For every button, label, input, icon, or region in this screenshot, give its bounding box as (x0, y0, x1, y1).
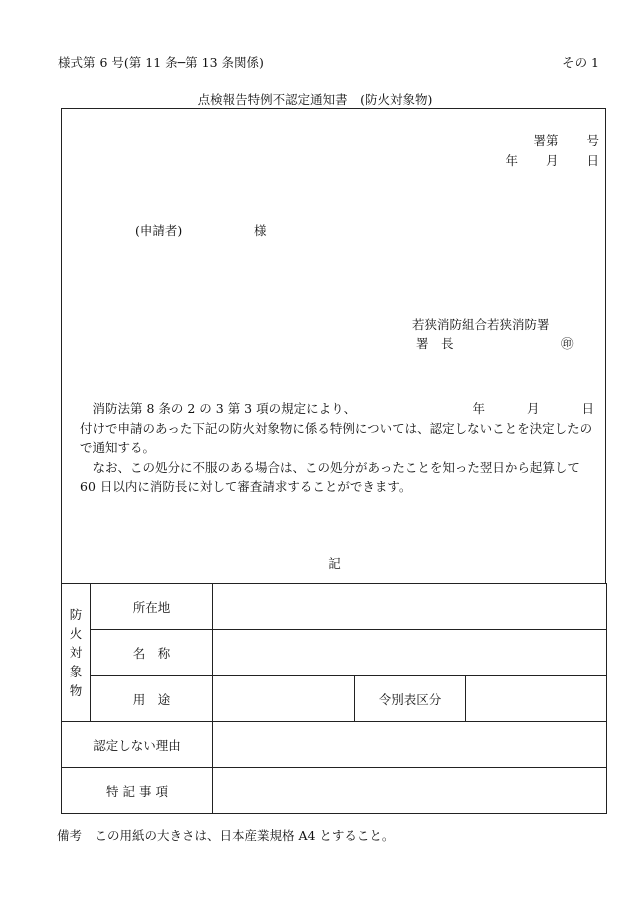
details-table (61, 583, 607, 814)
body-paragraph-2: なお、この処分に不服のある場合は、この処分があったことを知った翌日から起算して 60 日以内に消防長に対して審査請求することができます。 (80, 459, 580, 494)
applicant-label: (申請者) (135, 223, 183, 238)
group-label-char: 物 (69, 683, 83, 698)
issue-number-suffix: 号 (586, 133, 599, 148)
fire-object-group-label (62, 584, 91, 722)
reason-field[interactable] (213, 722, 607, 768)
form-number: 様式第 6 号(第 11 条─第 13 条関係) (58, 55, 264, 70)
classification-field[interactable] (466, 676, 607, 722)
body-paragraph-1 (80, 399, 594, 458)
issue-date-row (505, 151, 599, 169)
name-field[interactable] (213, 630, 607, 676)
issue-date-year: 年 (505, 153, 518, 168)
reason-label: 認定しない理由 (62, 722, 213, 768)
notice-body (80, 399, 594, 497)
remarks-label: 特 記 事 項 (62, 768, 213, 814)
remarks-field[interactable] (213, 768, 607, 814)
issuer-title: 署 長 (416, 336, 454, 351)
body-paragraph-1-rest: 付けで申請のあった下記の防火対象物に係る特例については、認定しないことを決定したので通知する。 (80, 420, 593, 455)
issuer-organization: 若狭消防組合若狭消防署 (412, 317, 550, 332)
footer-note: 備考 この用紙の大きさは、日本産業規格 A4 とすること。 (57, 828, 395, 843)
group-label-char: 象 (69, 664, 83, 679)
classification-label: 令別表区分 (355, 676, 466, 722)
document-title: 点検報告特例不認定通知書 (防火対象物) (197, 92, 433, 107)
group-label-char: 火 (69, 626, 83, 641)
issue-number-prefix: 署第 (533, 133, 559, 148)
group-label-char: 防 (69, 607, 83, 622)
use-field[interactable] (213, 676, 355, 722)
use-label: 用 途 (91, 676, 213, 722)
seal-mark: ㊞ (561, 336, 574, 351)
body-paragraph-1-start: 消防法第 8 条の 2 の 3 第 3 項の規定により、 (92, 401, 357, 416)
decision-date-year: 年 (472, 401, 485, 416)
notice-box (61, 108, 606, 584)
name-label: 名 称 (91, 630, 213, 676)
location-label: 所在地 (91, 584, 213, 630)
applicant-honorific: 様 (254, 223, 267, 238)
decision-date-month: 月 (526, 401, 540, 416)
group-label-char: 対 (69, 645, 83, 660)
ki-label: 記 (328, 556, 341, 571)
issue-date-month: 月 (545, 153, 559, 168)
issue-date-day: 日 (586, 153, 599, 168)
decision-date-day: 日 (581, 401, 594, 416)
page-label: その 1 (562, 55, 599, 70)
issue-number-row (533, 131, 599, 149)
location-field[interactable] (213, 584, 607, 630)
